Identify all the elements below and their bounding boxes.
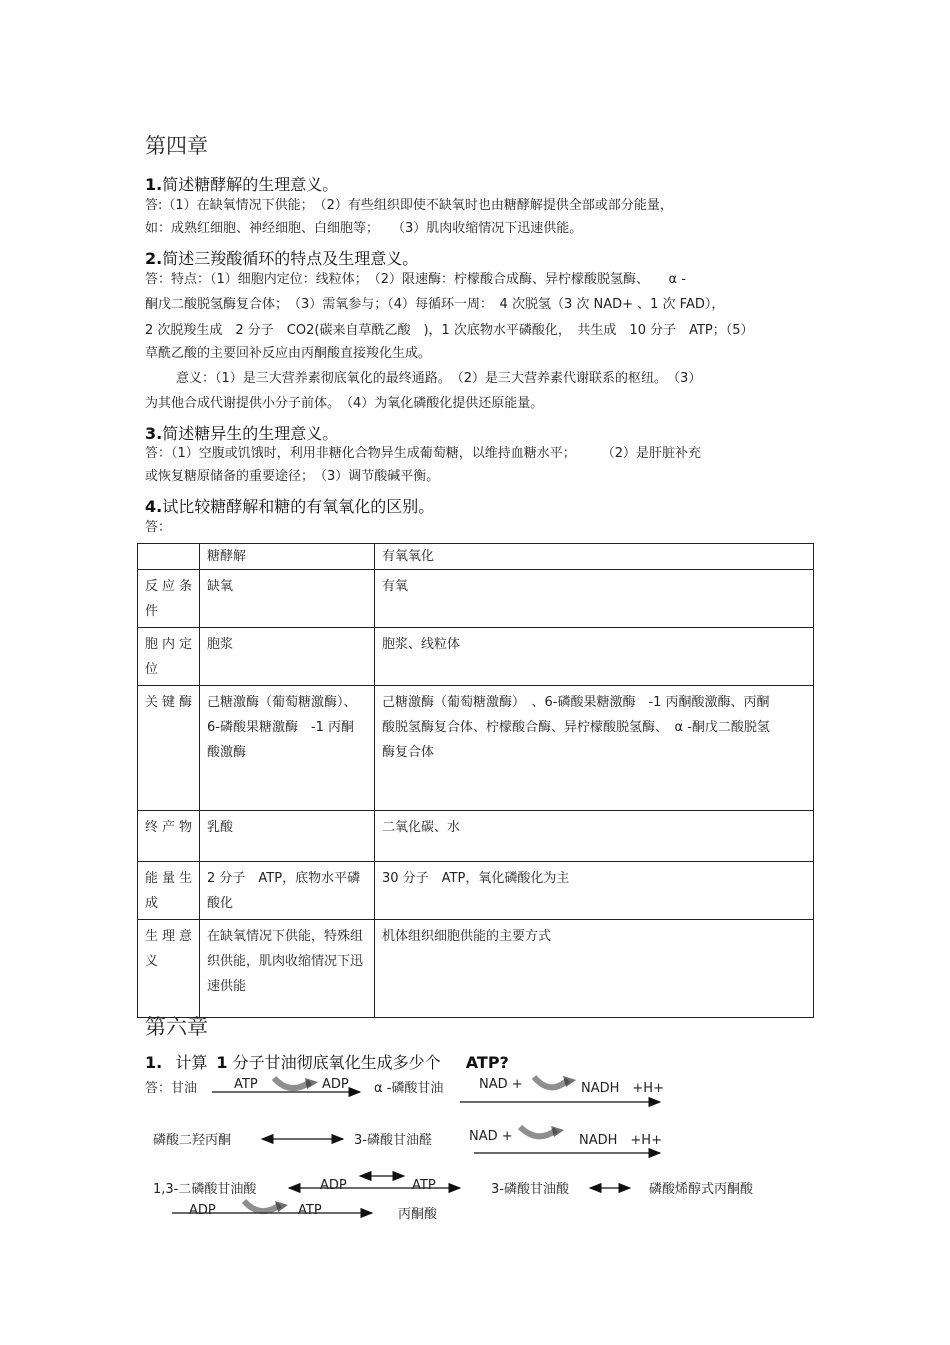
table-cell: 己糖激酶（葡萄糖激酶） 、6-磷酸果糖激酶 -1 丙酮酸激酶、丙酮酸脱氢酶复合体、柠檬酸合酶、异柠檬酸脱氢酶、 α -酮戊二酸脱氢酶复合体 — [375, 686, 814, 811]
atp-label: ATP — [234, 1077, 258, 1092]
table-header-cell: 有氧氧化 — [375, 544, 814, 570]
nadh-label: NADH +H+ — [581, 1081, 664, 1096]
question-3-number: 3. — [145, 424, 163, 443]
alpha-glycerophosphate-label: α -磷酸甘油 — [374, 1081, 444, 1096]
nadh-label: NADH +H+ — [579, 1133, 662, 1148]
table-row-label: 生理意义 — [138, 920, 200, 1018]
table-cell: 二氧化碳、水 — [375, 811, 814, 862]
curved-arrow-icon — [305, 1078, 318, 1089]
pyruvate-label: 丙酮酸 — [398, 1207, 438, 1222]
adp-label: ADP — [320, 1178, 347, 1193]
table-cell: 机体组织细胞供能的主要方式 — [375, 920, 814, 1018]
table-cell: 2 分子 ATP，底物水平磷酸化 — [200, 862, 375, 920]
answer-3-line: 答：（1）空腹或饥饿时，利用非糖化合物异生成葡萄糖，以维持血糖水平； （2）是肝脏补充 — [145, 446, 702, 461]
table-row-label: 反应条件 — [138, 570, 200, 628]
answer-2-line: 酮戊二酸脱氢酶复合体； （3）需氧参与；（4）每循环一周： 4 次脱氢（3 次 NAD+ 、1 次 FAD）， — [145, 297, 725, 312]
ch6-question-1-number: 1. — [145, 1053, 163, 1072]
answer-2-line: 答：特点：（1）细胞内定位：线粒体； （2）限速酶：柠檬酸合成酶、异柠檬酸脱氢酶、 α - — [145, 272, 686, 287]
nad-label: NAD + — [479, 1077, 523, 1092]
pga-label: 3-磷酸甘油酸 — [491, 1182, 569, 1197]
table-cell: 缺氧 — [200, 570, 375, 628]
curved-arrow-icon — [274, 1078, 310, 1088]
dhap-label: 磷酸二羟丙酮 — [153, 1133, 232, 1148]
answer-glycerol-label: 答：甘油 — [145, 1081, 198, 1096]
question-3-text: 简述糖异生的生理意义。 — [162, 424, 339, 443]
table-cell: 胞浆、线粒体 — [375, 628, 814, 686]
curved-arrow-icon — [244, 1201, 280, 1211]
answer-2-line: 为其他合成代谢提供小分子前体。 （4）为氧化磷酸化提供还原能量。 — [145, 396, 544, 411]
table-cell: 在缺氧情况下供能，特殊组织供能，肌肉收缩情况下迅速供能 — [200, 920, 375, 1018]
curved-arrow-icon — [520, 1127, 556, 1136]
table-header-cell: 糖酵解 — [200, 544, 375, 570]
table-row-label: 胞内定位 — [138, 628, 200, 686]
atp-label: ATP — [412, 1178, 436, 1193]
table-row-label: 终产物 — [138, 811, 200, 862]
table-row-label: 关键酶 — [138, 686, 200, 811]
table-cell: 有氧 — [375, 570, 814, 628]
answer-1-line: 答:（1）在缺氧情况下供能； （2）有些组织即使不缺氧时也由糖酵解提供全部或部分能量， — [145, 198, 673, 213]
table-cell: 己糖激酶（葡萄糖激酶）、6-磷酸果糖激酶 -1 丙酮酸激酶 — [200, 686, 375, 811]
table-row-label: 能量生成 — [138, 862, 200, 920]
chapter-4-title: 第四章 — [145, 134, 208, 158]
question-1-text: 简述糖酵解的生理意义。 — [162, 175, 339, 194]
question-1-number: 1. — [145, 175, 163, 194]
ch6-question-1-atp: ATP? — [465, 1053, 509, 1072]
question-4-text: 试比较糖酵解和糖的有氧氧化的区别。 — [162, 497, 435, 516]
answer-2-line: 草酰乙酸的主要回补反应由丙酮酸直接羧化生成。 — [145, 346, 432, 361]
ch6-question-1-count: 1 — [216, 1053, 228, 1072]
answer-4-label: 答： — [145, 520, 172, 535]
ch6-question-1-text: 分子甘油彻底氧化生成多少个 — [232, 1053, 441, 1072]
g3p-label: 3-磷酸甘油醛 — [354, 1133, 432, 1148]
adp-label: ADP — [322, 1077, 349, 1092]
table-cell: 乳酸 — [200, 811, 375, 862]
table-cell: 胞浆 — [200, 628, 375, 686]
chapter-6-title: 第六章 — [145, 1015, 208, 1039]
nad-label: NAD + — [469, 1129, 513, 1144]
bpg-label: 1,3-二磷酸甘油酸 — [153, 1182, 257, 1197]
table-cell: 30 分子 ATP，氧化磷酸化为主 — [375, 862, 814, 920]
atp-label: ATP — [298, 1203, 322, 1218]
question-4-number: 4. — [145, 497, 163, 516]
answer-2-significance-line: 意义：（1）是三大营养素彻底氧化的最终通路。 （2）是三大营养素代谢联系的枢纽。 （3） — [176, 371, 702, 386]
answer-2-line: 2 次脱羧生成 2 分子 CO2(碳来自草酰乙酸 )，1 次底物水平磷酸化， 共生成 10 分子 ATP；（5） — [145, 323, 754, 338]
ch6-question-1-text: 计算 — [175, 1053, 208, 1072]
curved-arrow-icon — [534, 1077, 568, 1087]
answer-3-line: 或恢复糖原储备的重要途径； （3）调节酸碱平衡。 — [145, 469, 440, 484]
question-2-text: 简述三羧酸循环的特点及生理意义。 — [162, 249, 419, 268]
answer-1-line: 如：成熟红细胞、神经细胞、白细胞等； （3）肌肉收缩情况下迅速供能。 — [145, 221, 583, 236]
adp-label: ADP — [189, 1203, 216, 1218]
question-2-number: 2. — [145, 249, 163, 268]
pep-label: 磷酸烯醇式丙酮酸 — [649, 1182, 754, 1197]
